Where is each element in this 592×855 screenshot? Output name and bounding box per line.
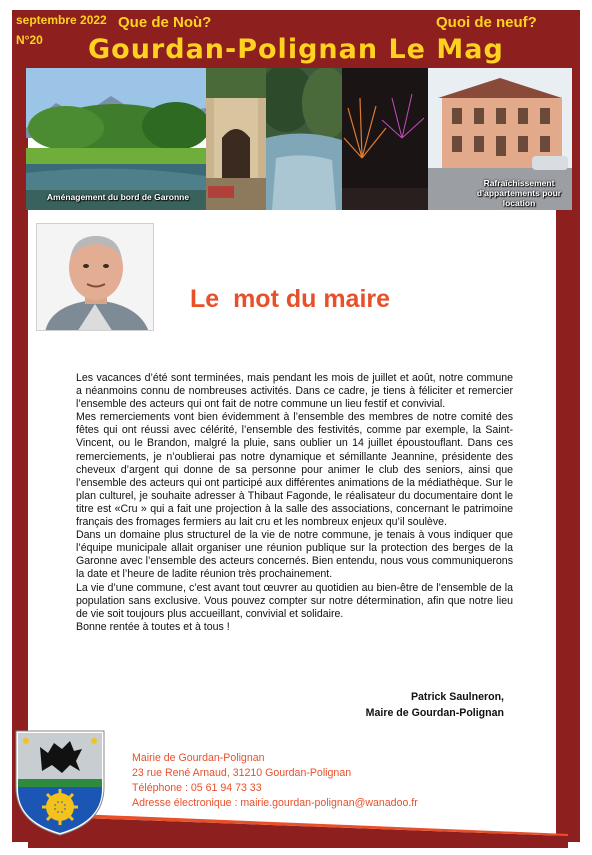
- contact-phone: Téléphone : 05 61 94 73 33: [132, 782, 262, 794]
- riverbank-caption: Aménagement du bord de Garonne: [46, 192, 190, 202]
- signature-block: [366, 689, 504, 721]
- bottom-accent-stripe: [28, 808, 568, 848]
- section-label-left: Que de Noù?: [118, 14, 212, 31]
- riverbank-photo: [26, 68, 206, 210]
- contact-block: [132, 751, 418, 811]
- paragraph: Les vacances d’été sont terminées, mais pendant les mois de juillet et août, notre commune a néanmoins connu de nombreuses activités. Dans ce cadre, je tiens à féliciter et remercier l’ensemble des acteurs qui ont fait de notre commune un lieu festif et convivial.: [76, 372, 513, 411]
- signature-role: Maire de Gourdan-Polignan: [365, 707, 504, 719]
- building-photo: [206, 68, 266, 210]
- paragraph: Dans un domaine plus structurel de la vie de notre commune, je tenais à vous indiquer que l’équipe municipale allait organiser une réunion publique sur la protection des berges de la Garonne avec l’ensemble des acteurs concernés. Bien entendu, nous vous communiquerons la date et l’heure de ladite réunion très prochainement.: [76, 529, 513, 581]
- article-title: Le mot du maire: [190, 285, 391, 313]
- photo-strip: [26, 68, 572, 210]
- magazine-title: Gourdan-Polignan Le Mag: [88, 34, 504, 65]
- paragraph: Mes remerciements vont bien évidemment à l’ensemble des membres de notre comité des fêtes qui ont réussi avec célérité, l’ensemble des festivités, comme par exemple, la Saint-Vincent, ou le Brandon, malgré la pluie, sans oublier un 14 juillet époustouflant. Dans ces remerciements, je n’oublierai pas notre dynamique et sémillante Jeannine, présidente des cheveux d’argent qui donne de sa personne pour animer le club des seniors, ainsi que l’ensemble des acteurs qui ont participé aux différentes animations de la médiathèque. Sur le plan culturel, je souhaite adresser à Thibaut Fagonde, le réalisateur du documentaire dont le titre est «Cru » qui a fait une projection à la salle des associations, concernant le patrimoine français des fromages fermiers au lait cru et les nombreux enjeux qu’il soulève.: [76, 411, 513, 529]
- section-label-right: Quoi de neuf?: [436, 14, 537, 31]
- contact-email: Adresse électronique : mairie.gourdan-polignan@wanadoo.fr: [132, 797, 418, 809]
- signature-name: Patrick Saulneron,: [410, 691, 504, 703]
- fireworks-photo: [342, 68, 428, 210]
- contact-address: 23 rue René Arnaud, 31210 Gourdan-Polignan: [132, 767, 352, 779]
- contact-organisation: Mairie de Gourdan-Polignan: [132, 752, 265, 764]
- apartments-caption: Rafraîchissement d'appartements pour location: [476, 178, 562, 208]
- paragraph: Bonne rentée à toutes et à tous !: [76, 620, 230, 633]
- mayor-portrait: [36, 223, 154, 331]
- article-body: [76, 372, 513, 634]
- coat-of-arms-logo: [12, 727, 108, 837]
- issue-date: septembre 2022: [16, 13, 107, 27]
- paragraph: La vie d’une commune, c’est avant tout œuvrer au quotidien au bien-être de l’ensemble de la population sans exclusive. Vous pouvez compter sur notre détermination, afin que notre lieu de vie soit toujours plus accueillant, convivial et solidaire.: [76, 581, 513, 620]
- issue-number: N°20: [16, 33, 43, 47]
- river-photo: [266, 68, 342, 210]
